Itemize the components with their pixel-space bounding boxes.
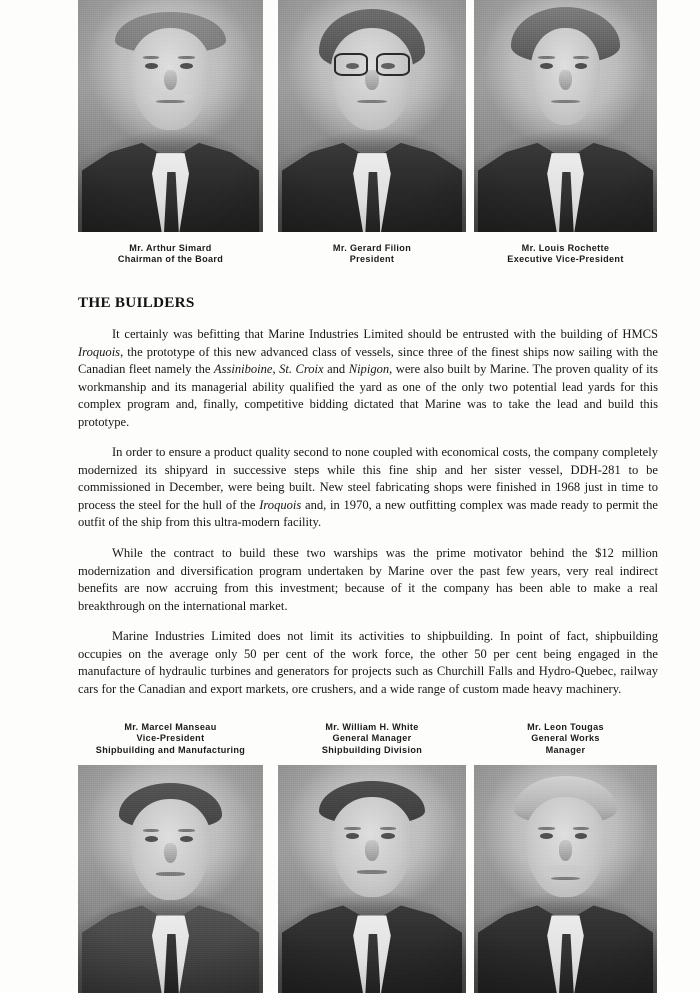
- portrait-photo-gerard-filion: [278, 0, 466, 232]
- mouth-shape: [357, 870, 387, 874]
- caption-title: Executive Vice-President: [507, 254, 624, 265]
- caption-name: Mr. Leon Tougas: [527, 722, 604, 732]
- nose-shape: [559, 840, 572, 861]
- portrait-image: [78, 0, 263, 232]
- photo-caption-leon-tougas: [462, 722, 669, 756]
- eyebrow-right: [178, 56, 195, 59]
- eyebrow-left: [538, 56, 554, 59]
- eyebrow-left: [538, 827, 554, 830]
- eyebrow-left: [344, 827, 361, 830]
- eye-right: [180, 63, 193, 69]
- mouth-shape: [156, 872, 186, 876]
- eyebrow-left: [143, 56, 160, 59]
- paragraph-2: In order to ensure a product quality second to none coupled with economical costs, the company completely modernized its shipyard in successive steps while this fine ship and her sister vessel, DDH-281 to be commissioned in December, were being built. New steel fabricating shops were finished in 1968 just in time to process the steel for the hull of the Iroquois and, in 1970, a new outfitting complex was made ready to permit the outfit of the ship from this ultra-modern facility.: [78, 445, 658, 530]
- executive-photo-row-bottom: [0, 765, 700, 993]
- photo-caption-arthur-simard: [58, 243, 283, 266]
- paragraph-4: Marine Industries Limited does not limit its activities to shipbuilding. In point of fact, shipbuilding occupies on the average only 50 per cent of the work force, the other 50 per cent being engaged in the manufacture of hydraulic turbines and generators for projects such as Churchill Falls and Hydro-Quebec, railway cars for the Canadian and export markets, ore crushers, and a wide range of custom made heavy machinery.: [78, 629, 658, 696]
- caption-name: Mr. Gerard Filion: [332, 243, 412, 253]
- portrait-photo-louis-rochette: [474, 0, 657, 232]
- portrait-image: [78, 765, 263, 993]
- eye-left: [145, 63, 158, 69]
- portrait-photo-marcel-manseau: [78, 765, 263, 993]
- portrait-image: [278, 765, 466, 993]
- eyebrow-left: [143, 829, 160, 832]
- page-title: THE BUILDERS: [78, 294, 195, 311]
- mustache-shape: [544, 865, 588, 873]
- portrait-image: [474, 0, 657, 232]
- caption-subtitle: Shipbuilding Division: [321, 744, 423, 755]
- eye-left: [145, 836, 158, 842]
- caption-name: Mr. Arthur Simard: [129, 243, 212, 253]
- nose-shape: [365, 70, 378, 91]
- executive-photo-row-top: [0, 0, 700, 236]
- portrait-photo-leon-tougas: [474, 765, 657, 993]
- caption-name: Mr. William H. White: [325, 722, 419, 732]
- caption-subtitle: Manager: [545, 744, 586, 755]
- photo-caption-louis-rochette: [462, 243, 669, 266]
- caption-title: Vice-President: [136, 733, 205, 744]
- eyebrow-right: [178, 829, 195, 832]
- caption-subtitle: Shipbuilding and Manufacturing: [95, 744, 246, 755]
- caption-name: Mr. Marcel Manseau: [124, 722, 217, 732]
- portrait-photo-william-h-white: [278, 765, 466, 993]
- eye-right: [180, 836, 193, 842]
- caption-title: President: [349, 254, 395, 265]
- caption-title: General Manager: [332, 733, 412, 744]
- article-body: [78, 294, 658, 698]
- eyebrow-right: [380, 827, 397, 830]
- portrait-photo-arthur-simard: [78, 0, 263, 232]
- photo-caption-marcel-manseau: [58, 722, 283, 756]
- paragraph-3: While the contract to build these two warships was the prime motivator behind the $12 million modernization and diversification program undertaken by Marine over the past few years, very real indirect benefits are now accruing from this investment; because of it the company has been able to make a real breakthrough on the international market.: [78, 546, 658, 613]
- photo-caption-gerard-filion: [268, 243, 476, 266]
- caption-title: General Works: [531, 733, 600, 744]
- caption-name: Mr. Louis Rochette: [521, 243, 610, 253]
- nose-shape: [365, 840, 378, 861]
- nose-shape: [164, 843, 177, 864]
- eye-left: [540, 63, 553, 69]
- eyebrow-right: [573, 56, 589, 59]
- photo-caption-william-h-white: [268, 722, 476, 756]
- eyebrow-right: [573, 827, 589, 830]
- caption-title: Chairman of the Board: [117, 254, 224, 265]
- portrait-image: [278, 0, 466, 232]
- portrait-image: [474, 765, 657, 993]
- eye-right: [575, 63, 588, 69]
- paragraph-1: It certainly was befitting that Marine Industries Limited should be entrusted with the building of HMCS Iroquois, the prototype of this new advanced class of vessels, since three of the finest ships now sailing with the Canadian fleet namely the Assiniboine, St. Croix and Nipigon, were also built by Marine. The proven quality of its workmanship and its managerial ability qualified the yard as one of the only two potential lead yards for this complex program and, finally, competitive bidding dictated that Marine was to take the lead and build this prototype.: [78, 327, 658, 429]
